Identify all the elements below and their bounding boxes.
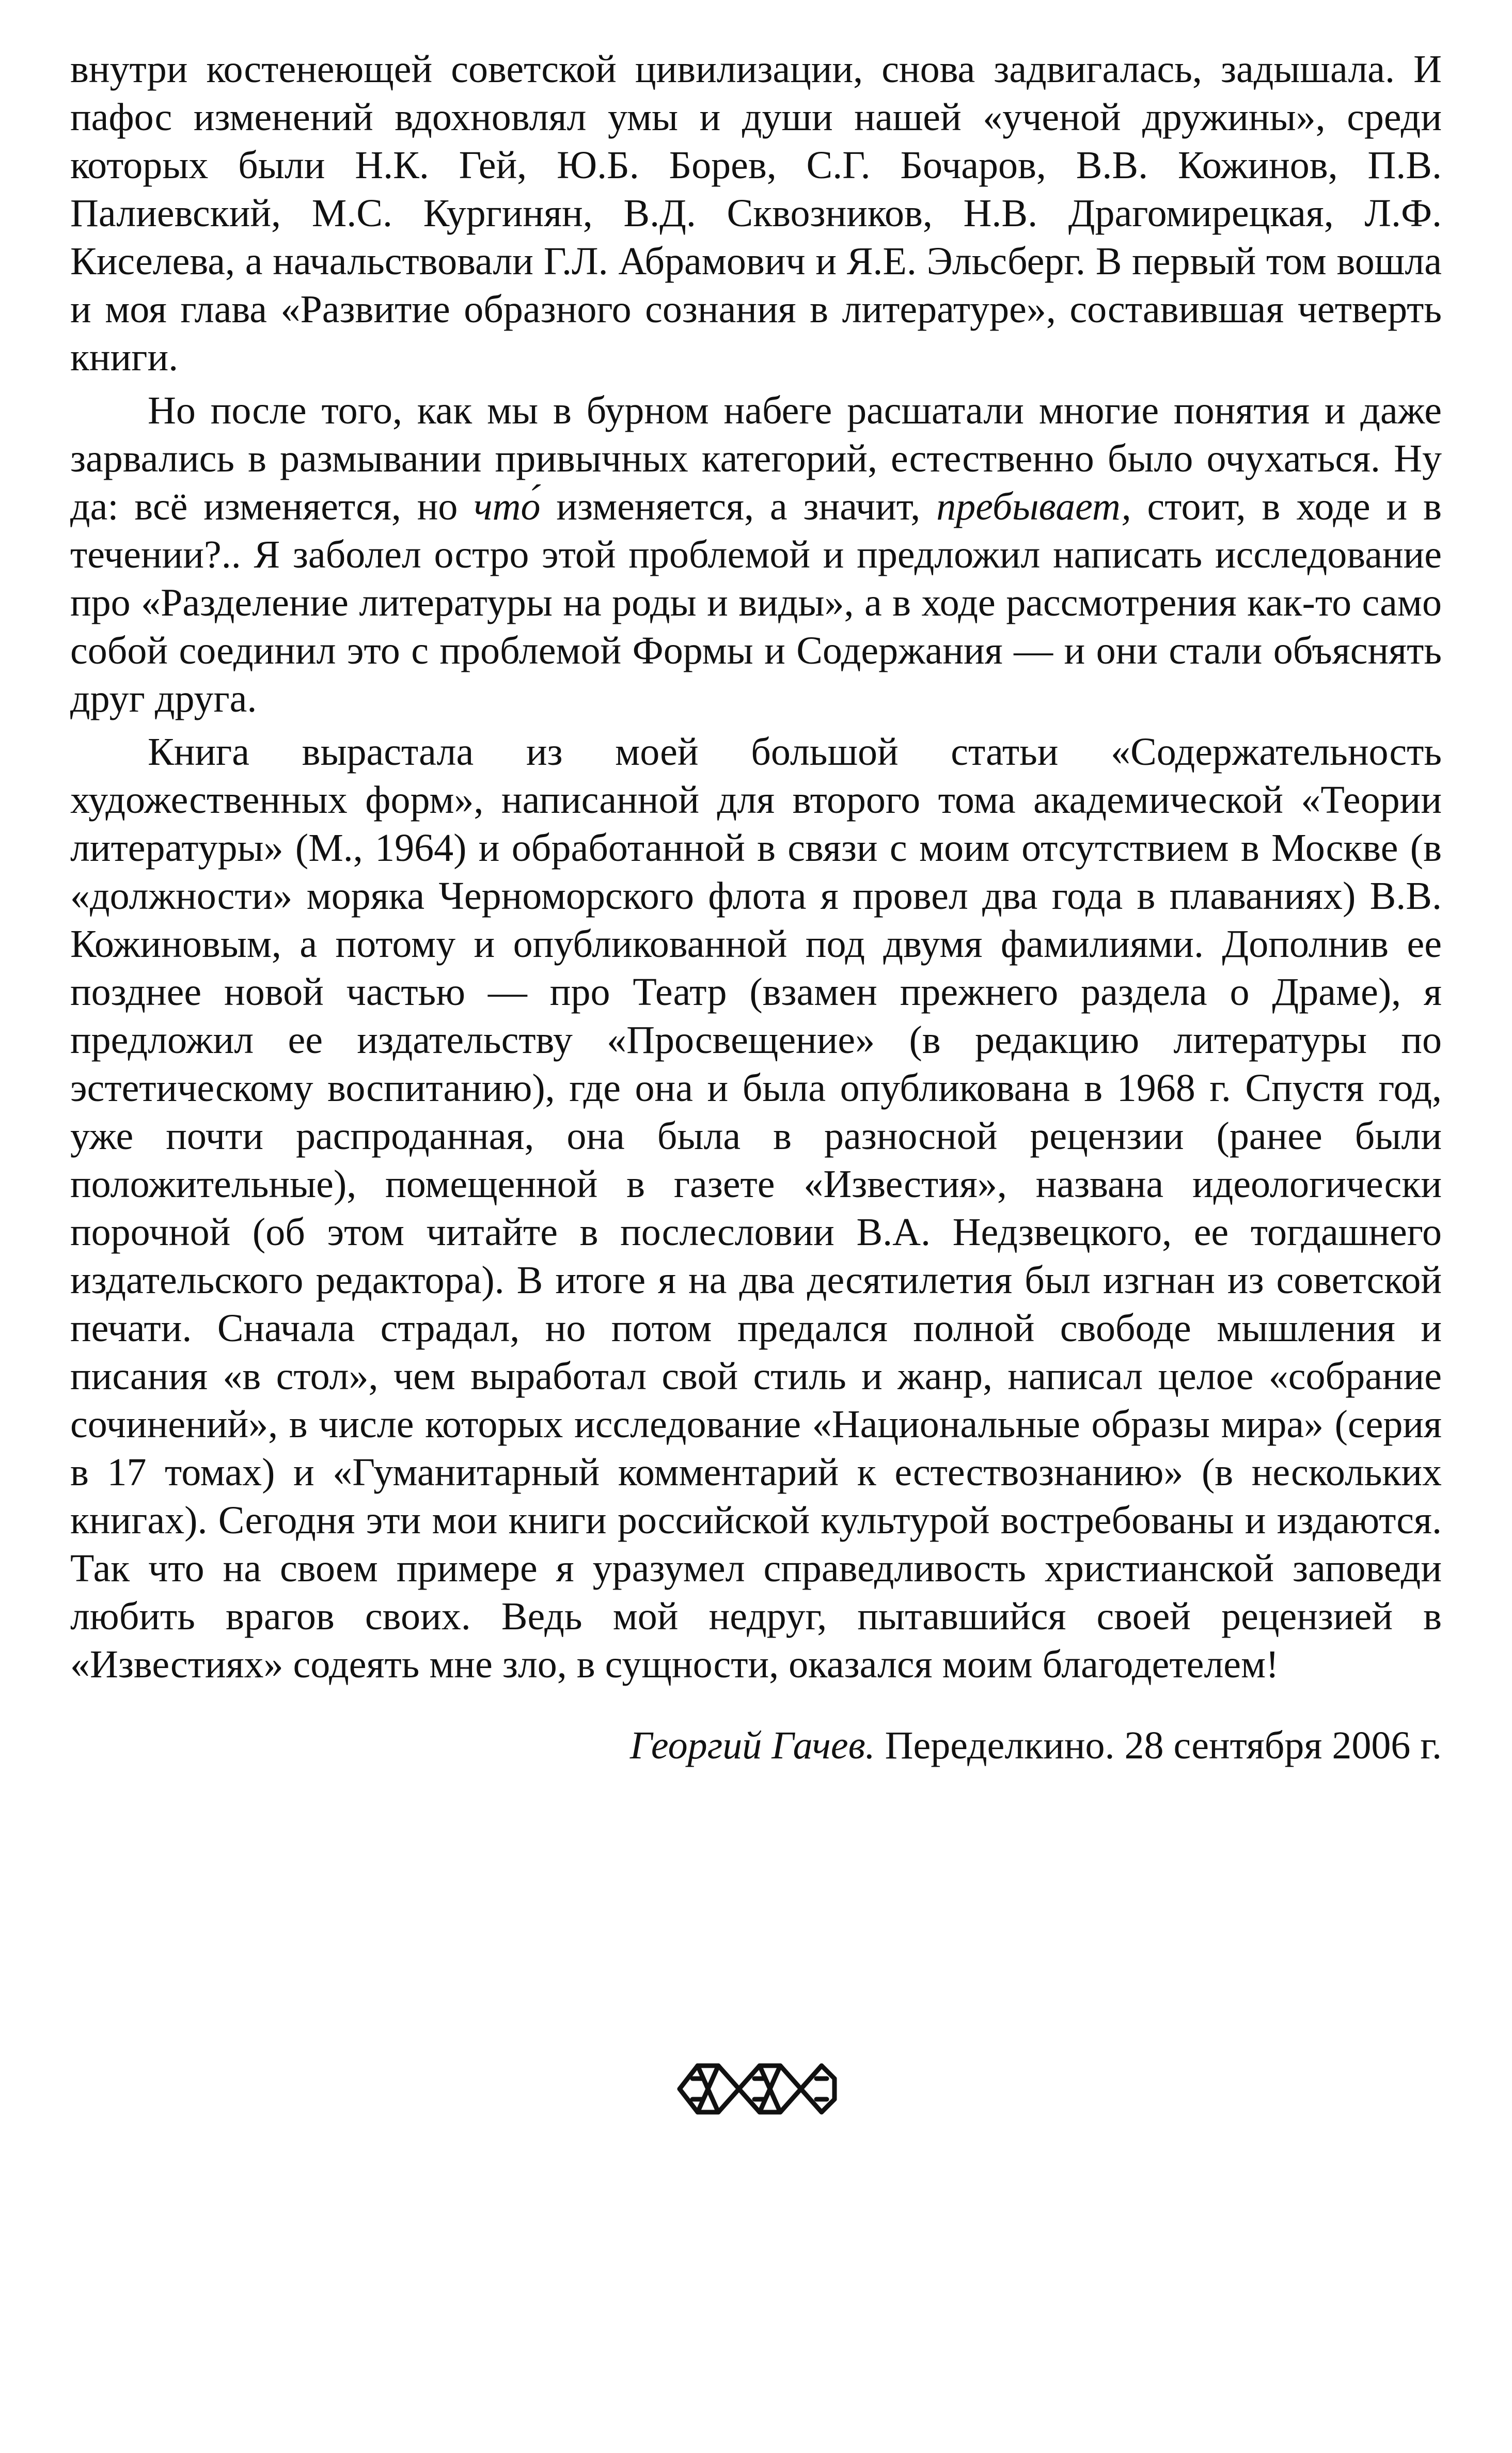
signature-author: Георгий Гачев. [629,1724,875,1767]
paragraph-1 [70,45,1442,382]
document-page [70,45,1442,1770]
text-run: изменяется, а значит, [540,485,937,528]
signature-place-date: Переделкино. 28 сентября 2006 г. [875,1724,1442,1767]
text-run: Но после того, как мы в бурном набеге расшатали многие понятия и даже зарвались в размывании привычных категорий, естественно было очухаться. Ну да: всё изменяется, но [70,389,1442,528]
italic-emphasis: пребывает, [936,485,1131,528]
paragraph-3 [70,728,1442,1689]
signature-line [70,1722,1442,1770]
celtic-knot-ornament-icon [669,2050,845,2128]
italic-emphasis: что́ [474,485,541,528]
text-run: стоит, в ходе и в течении?.. Я заболел остро этой проблемой и предложил написать исследование про «Разделение литературы на роды и виды», а в ходе рассмотрения как-то само собой соединил это с проблемой Формы и Содержания — и они стали объяснять друг друга. [70,485,1442,720]
text-run: внутри костенеющей советской цивилизации, снова задвигалась, задышала. И пафос изменений вдохновлял умы и души нашей «ученой дружины», среди которых были Н.К. Гей, Ю.Б. Борев, С.Г. Бочаров, В.В. Кожинов, П.В. Палиевский, М.С. Кургинян, В.Д. Сквозников, Н.В. Драгомирецкая, Л.Ф. Киселева, а начальствовали Г.Л. Абрамович и Я.Е. Эльсберг. В первый том вошла и моя глава «Развитие образного сознания в литературе», составившая четверть книги. [70,48,1442,379]
text-run: Книга вырастала из моей большой статьи «Содержательность художественных форм», написанной для второго тома академической «Теории литературы» (М., 1964) и обработанной в связи с моим отсутствием в Москве (в «должности» моряка Черноморского флота я провел два года в плаваниях) В.В. Кожиновым, а потому и опубликованной под двумя фамилиями. Дополнив ее позднее новой частью — про Театр (взамен прежнего раздела о Драме), я предложил ее издательству «Просвещение» (в редакцию литературы по эстетическому воспитанию), где она и была опубликована в 1968 г. Спустя год, уже почти распроданная, она была в разносной рецензии (ранее были положительные), помещенной в газете «Известия», названа идеологически порочной (об этом читайте в послесловии В.А. Недзвецкого, ее тогдашнего издательского редактора). В итоге я на два десятилетия был изгнан из советской печати. Сначала страдал, но потом предался полной свободе мышления и писания «в стол», чем выработал свой стиль и жанр, написал целое «собрание сочинений», в числе которых исследование «Национальные образы мира» (серия в 17 томах) и «Гуманитарный комментарий к естествознанию» (в нескольких книгах). Сегодня эти мои книги российской культурой востребованы и издаются. Так что на своем примере я уразумел справедливость христианской заповеди любить врагов своих. Ведь мой недруг, пытавшийся своей рецензией в «Известиях» содеять мне зло, в сущности, оказался моим благодетелем! [70,730,1442,1686]
paragraph-2 [70,387,1442,723]
